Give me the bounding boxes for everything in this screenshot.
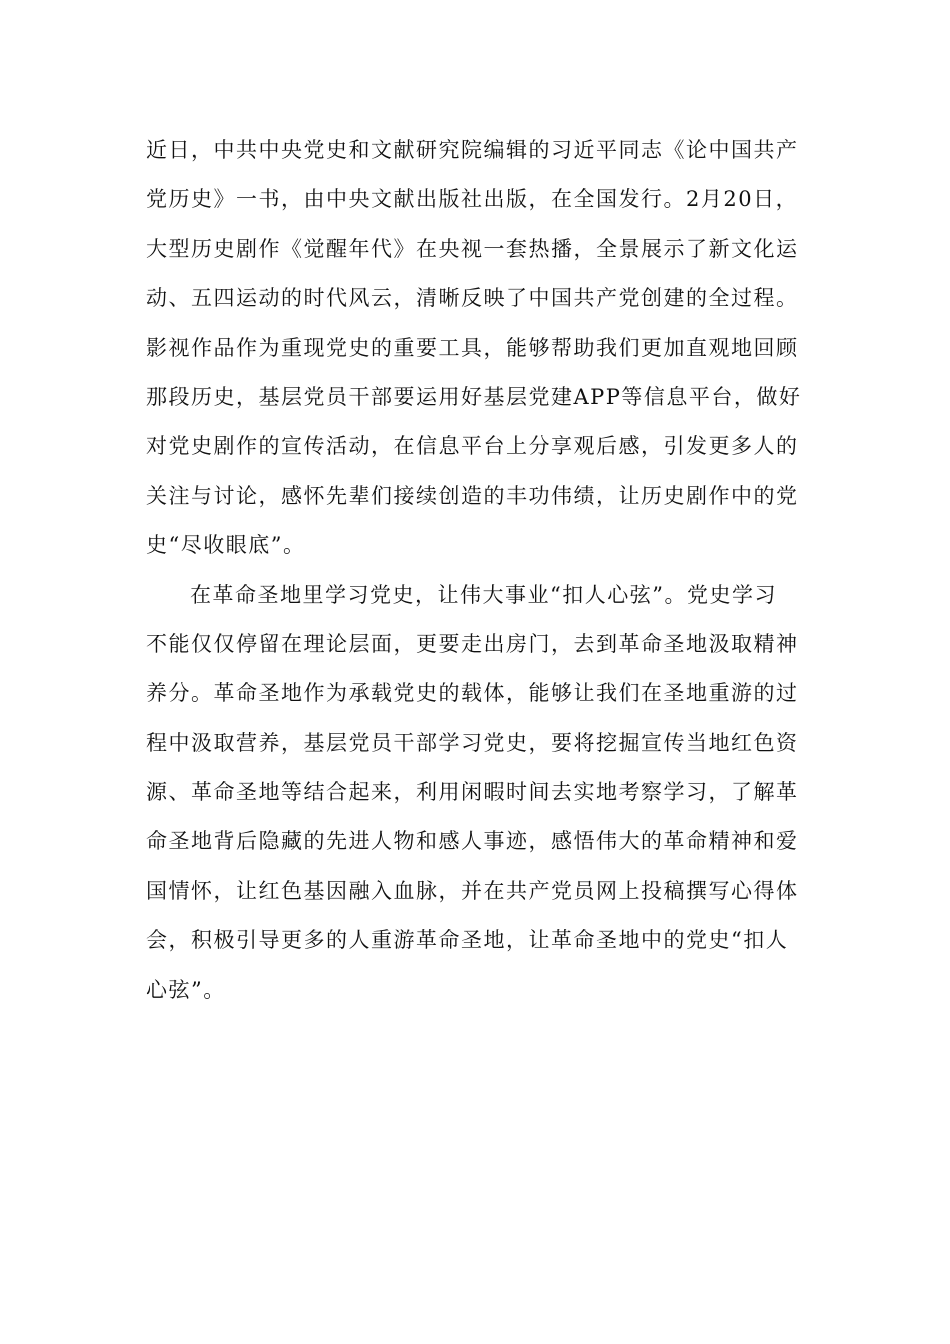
text-line: 近日，中共中央党史和文献研究院编辑的习近平同志《论中国共产 <box>146 138 799 162</box>
text-line: 动、五四运动的时代风云，清晰反映了中国共产党创建的全过程。 <box>146 286 799 311</box>
text-line: 史“尽收眼底”。 <box>146 533 306 558</box>
text-line: 关注与讨论，感怀先辈们接续创造的丰功伟绩，让历史剧作中的党 <box>146 483 799 508</box>
text-line: 不能仅仅停留在理论层面，更要走出房门，去到革命圣地汲取精神 <box>146 631 799 656</box>
document-body <box>146 126 806 1015</box>
text-line: 养分。革命圣地作为承载党史的载体，能够让我们在圣地重游的过 <box>146 681 799 706</box>
text-line: 国情怀，让红色基因融入血脉，并在共产党员网上投稿撰写心得体 <box>146 878 799 903</box>
text-line: 党历史》一书，由中央文献出版社出版，在全国发行。2月20日， <box>146 187 799 212</box>
text-line: 大型历史剧作《觉醒年代》在央视一套热播，全景展示了新文化运 <box>146 236 799 261</box>
text-line: 命圣地背后隐藏的先进人物和感人事迹，感悟伟大的革命精神和爱 <box>146 829 799 854</box>
text-line: 那段历史，基层党员干部要运用好基层党建APP等信息平台，做好 <box>146 384 802 409</box>
text-line-first: 在革命圣地里学习党史，让伟大事业“扣人心弦”。党史学习 <box>190 582 777 607</box>
text-line: 会，积极引导更多的人重游革命圣地，让革命圣地中的党史“扣人 <box>146 928 789 953</box>
paragraph-1 <box>146 126 806 571</box>
text-line: 源、革命圣地等结合起来，利用闲暇时间去实地考察学习，了解革 <box>146 780 799 805</box>
text-line: 影视作品作为重现党史的重要工具，能够帮助我们更加直观地回顾 <box>146 335 799 360</box>
paragraph-2 <box>146 571 806 1016</box>
text-line: 心弦”。 <box>146 977 226 1002</box>
text-line: 程中汲取营养，基层党员干部学习党史，要将挖掘宣传当地红色资 <box>146 730 799 755</box>
text-line: 对党史剧作的宣传活动，在信息平台上分享观后感，引发更多人的 <box>146 434 799 459</box>
